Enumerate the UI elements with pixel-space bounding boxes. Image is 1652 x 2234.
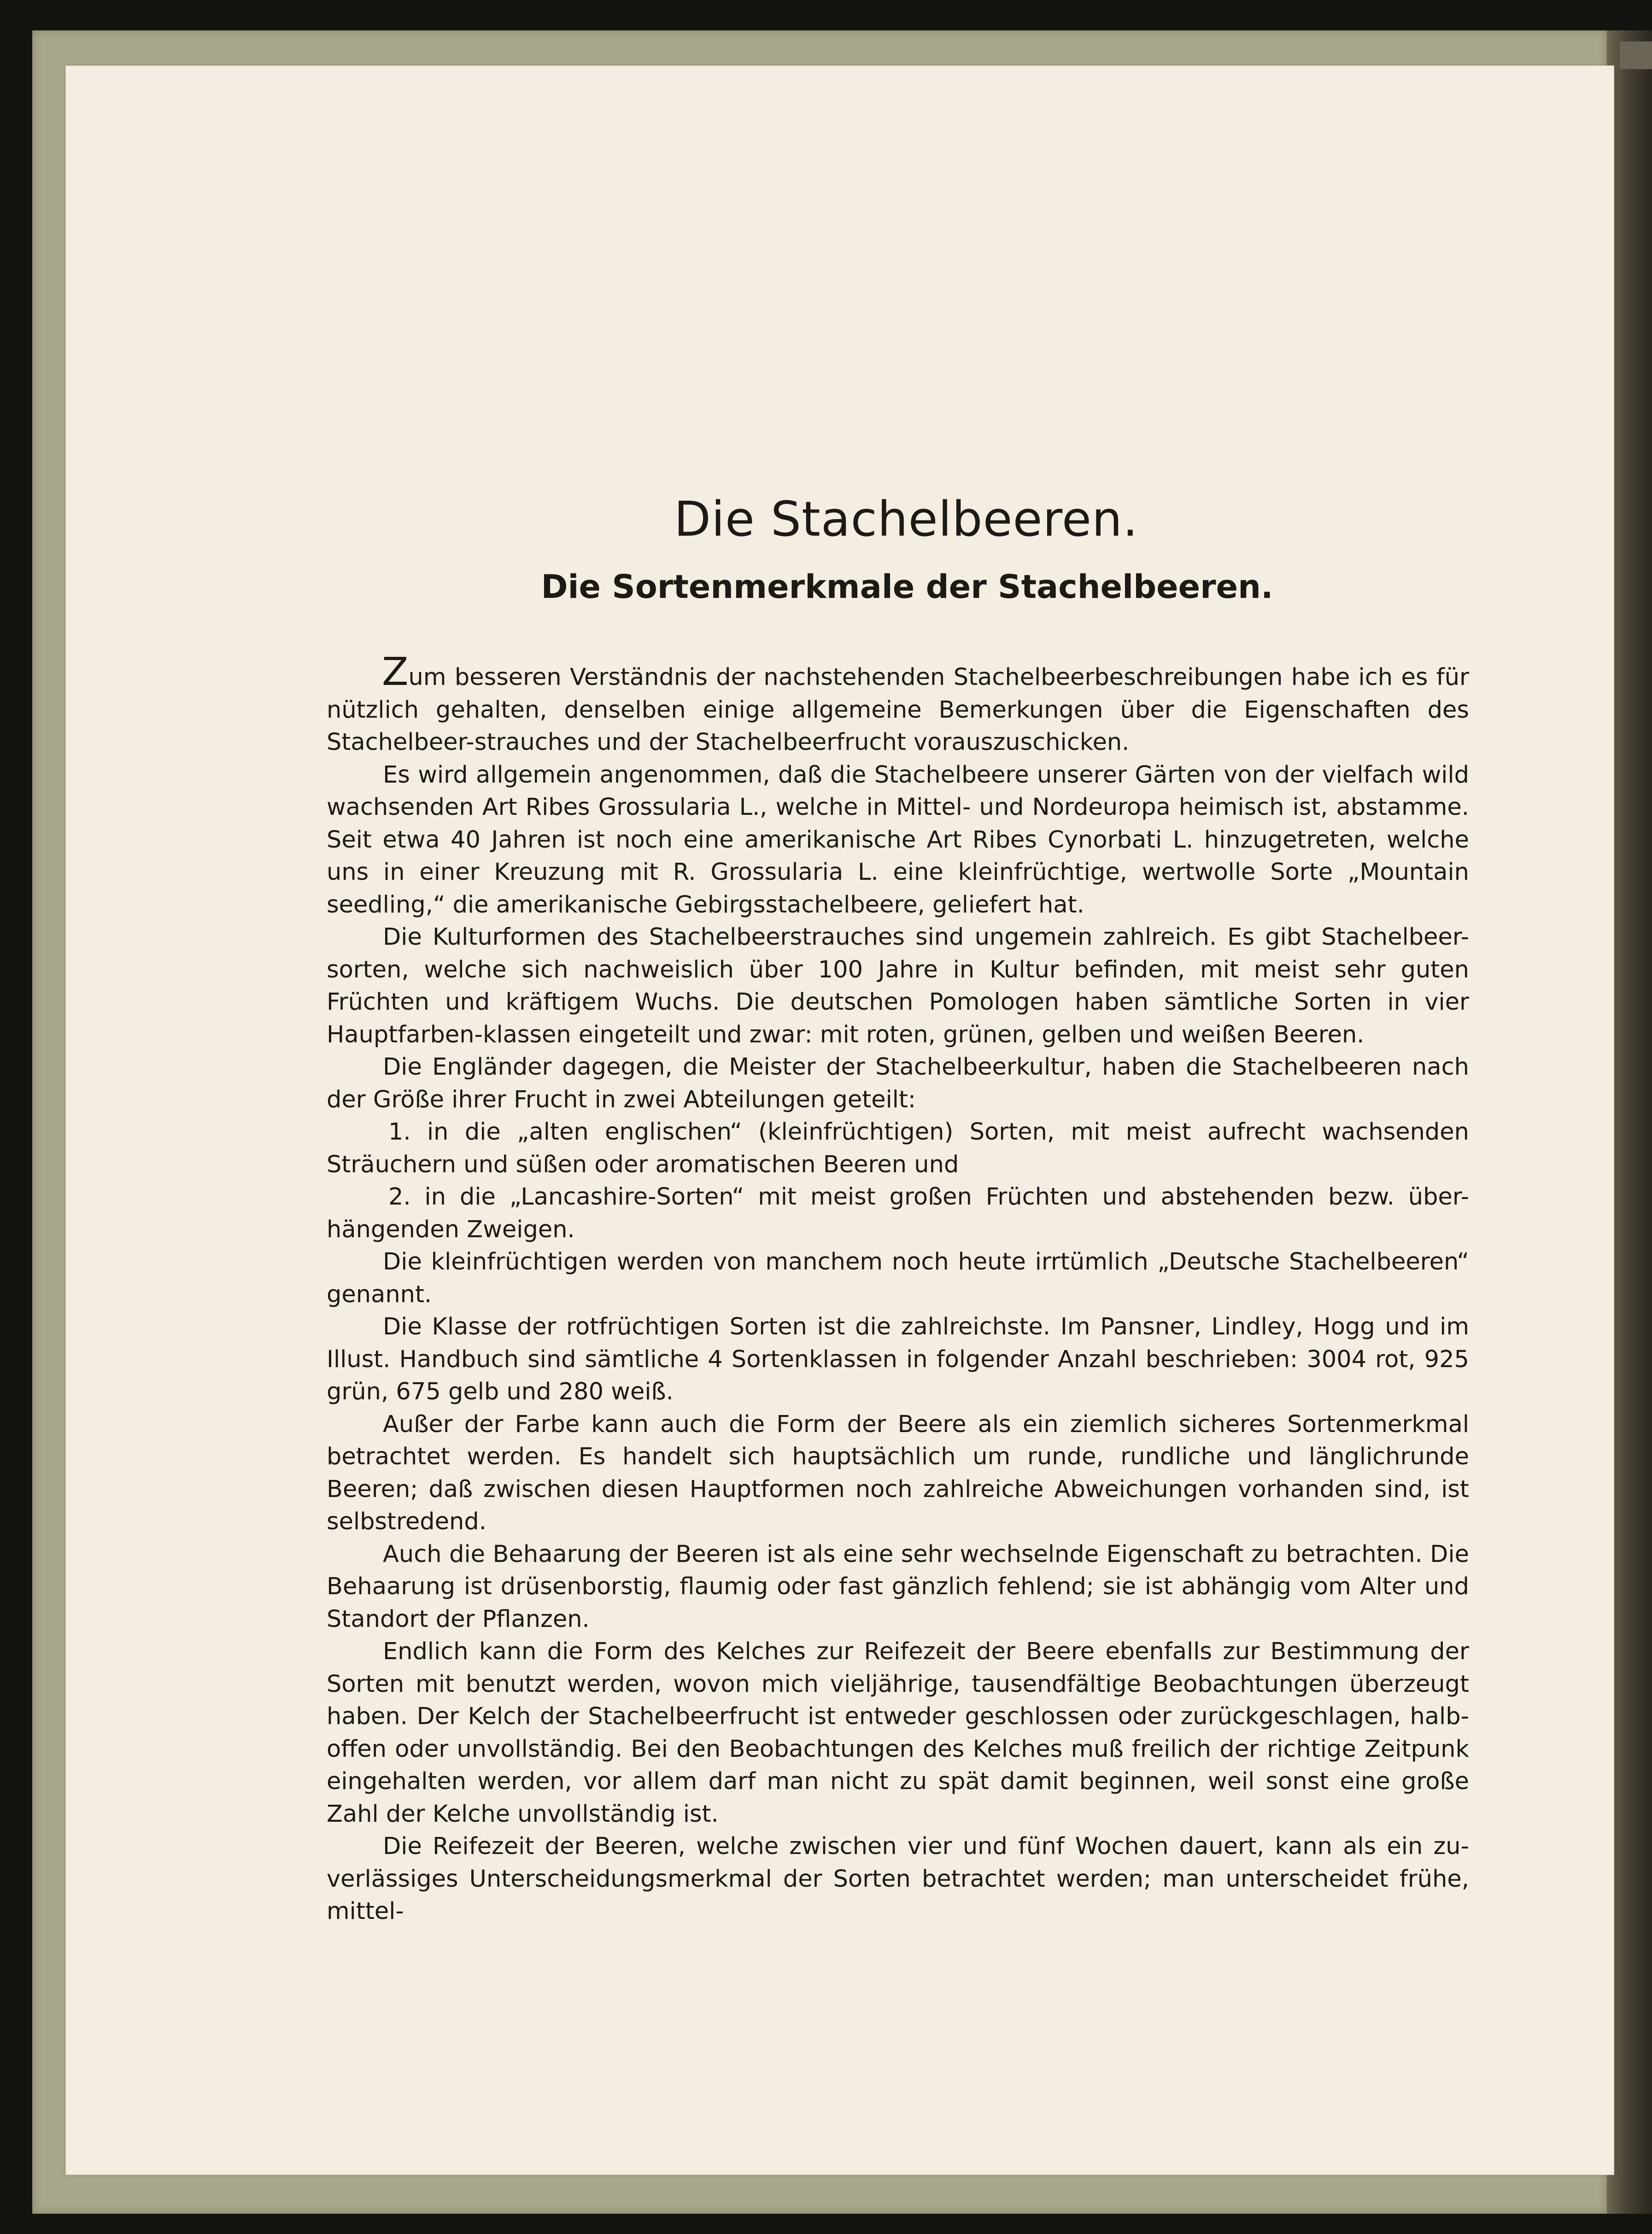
paragraph: Endlich kann die Form des Kelches zur Reifezeit der Beere ebenfalls zur Bestimmung der Sorten mit benutzt werden, wovon mich vieljährige, tausendfältige Beobachtungen überzeugt haben. Der Kelch der Stachelbeerfrucht ist entweder geschlossen oder zurückgeschlagen, halb-offen oder unvollständig. Bei den Beobachtungen des Kelches muß freilich der richtige Zeitpunk eingehalten werden, vor allem darf man nicht zu spät damit beginnen, weil sonst eine große Zahl der Kelche unvollständig ist. [327, 1638, 1469, 1828]
paragraph: Die Klasse der rotfrüchtigen Sorten ist die zahlreichste. Im Pansner, Lindley, Hogg und im Illust. Handbuch sind sämtliche 4 Sortenklassen in folgender Anzahl beschrieben: 3004 rot, 925 grün, 675 gelb und 280 weiß. [327, 1313, 1469, 1406]
paragraph-intro-text: um besseren Verständnis der nachstehenden Stachelbeerbeschreibungen habe ich es für nützlich gehalten, denselben einige allgemeine Bemerkungen über die Eigenschaften des Stachelbeer-strauches und der Stachelbeerfrucht vorauszuschicken. [327, 664, 1469, 756]
paragraph: Die Kulturformen des Stachelbeerstrauches sind ungemein zahlreich. Es gibt Stachelbeer-sorten, welche sich nachweislich über 100 Jahre in Kultur befinden, mit meist sehr guten Früchten und kräftigem Wuchs. Die deutschen Pomologen haben sämtliche Sorten in vier Hauptfarben-klassen eingeteilt und zwar: mit roten, grünen, gelben und weißen Beeren. [327, 924, 1469, 1048]
dropcap-letter: Z [382, 649, 409, 695]
spine-tab [1620, 41, 1652, 69]
paragraph: Auch die Behaarung der Beeren ist als eine sehr wechselnde Eigenschaft zu betrachten. Die Behaarung ist drüsenborstig, flaumig oder fast gänzlich fehlend; sie ist abhängig vom Alter und Standort der Pflanzen. [327, 1540, 1469, 1633]
paragraph: Die Reifezeit der Beeren, welche zwischen vier und fünf Wochen dauert, kann als ein zu-verlässiges Unterscheidungsmerkmal der Sorten betrachtet werden; man unterscheidet frühe, mittel- [327, 1833, 1469, 1925]
list-item: 1. in die „alten englischen“ (kleinfrüchtigen) Sorten, mit meist aufrecht wachsenden Sträuchern und süßen oder aromatischen Beeren und [327, 1118, 1469, 1178]
page-subtitle: Die Sortenmerkmale der Stachelbeeren. [541, 568, 1273, 606]
paragraph-intro [327, 649, 1469, 759]
paragraph: Außer der Farbe kann auch die Form der Beere als ein ziemlich sicheres Sortenmerkmal betrachtet werden. Es handelt sich hauptsächlich um runde, rundliche und länglichrunde Beeren; daß zwischen diesen Hauptformen noch zahlreiche Abweichungen vorhanden sind, ist selbstredend. [327, 1410, 1469, 1536]
page-text-block [327, 493, 1469, 1928]
paragraph: Die kleinfrüchtigen werden von manchem noch heute irrtümlich „Deutsche Stachelbeeren“ genannt. [327, 1248, 1469, 1308]
paragraph: Die Engländer dagegen, die Meister der Stachelbeerkultur, haben die Stachelbeeren nach der Größe ihrer Frucht in zwei Abteilungen geteilt: [327, 1053, 1469, 1113]
page-title: Die Stachelbeeren. [674, 491, 1138, 547]
paragraph: Es wird allgemein angenommen, daß die Stachelbeere unserer Gärten von der vielfach wild wachsenden Art Ribes Grossularia L., welche in Mittel- und Nordeuropa heimisch ist, abstamme. Seit etwa 40 Jahren ist noch eine amerikanische Art Ribes Cynorbati L. hinzugetreten, welche uns in einer Kreuzung mit R. Grossularia L. eine kleinfrüchtige, wertwolle Sorte „Mountain seedling,“ die amerikanische Gebirgsstachelbeere, geliefert hat. [327, 761, 1469, 918]
list-item: 2. in die „Lancashire-Sorten“ mit meist großen Früchten und abstehenden bezw. über-hängenden Zweigen. [327, 1183, 1469, 1243]
